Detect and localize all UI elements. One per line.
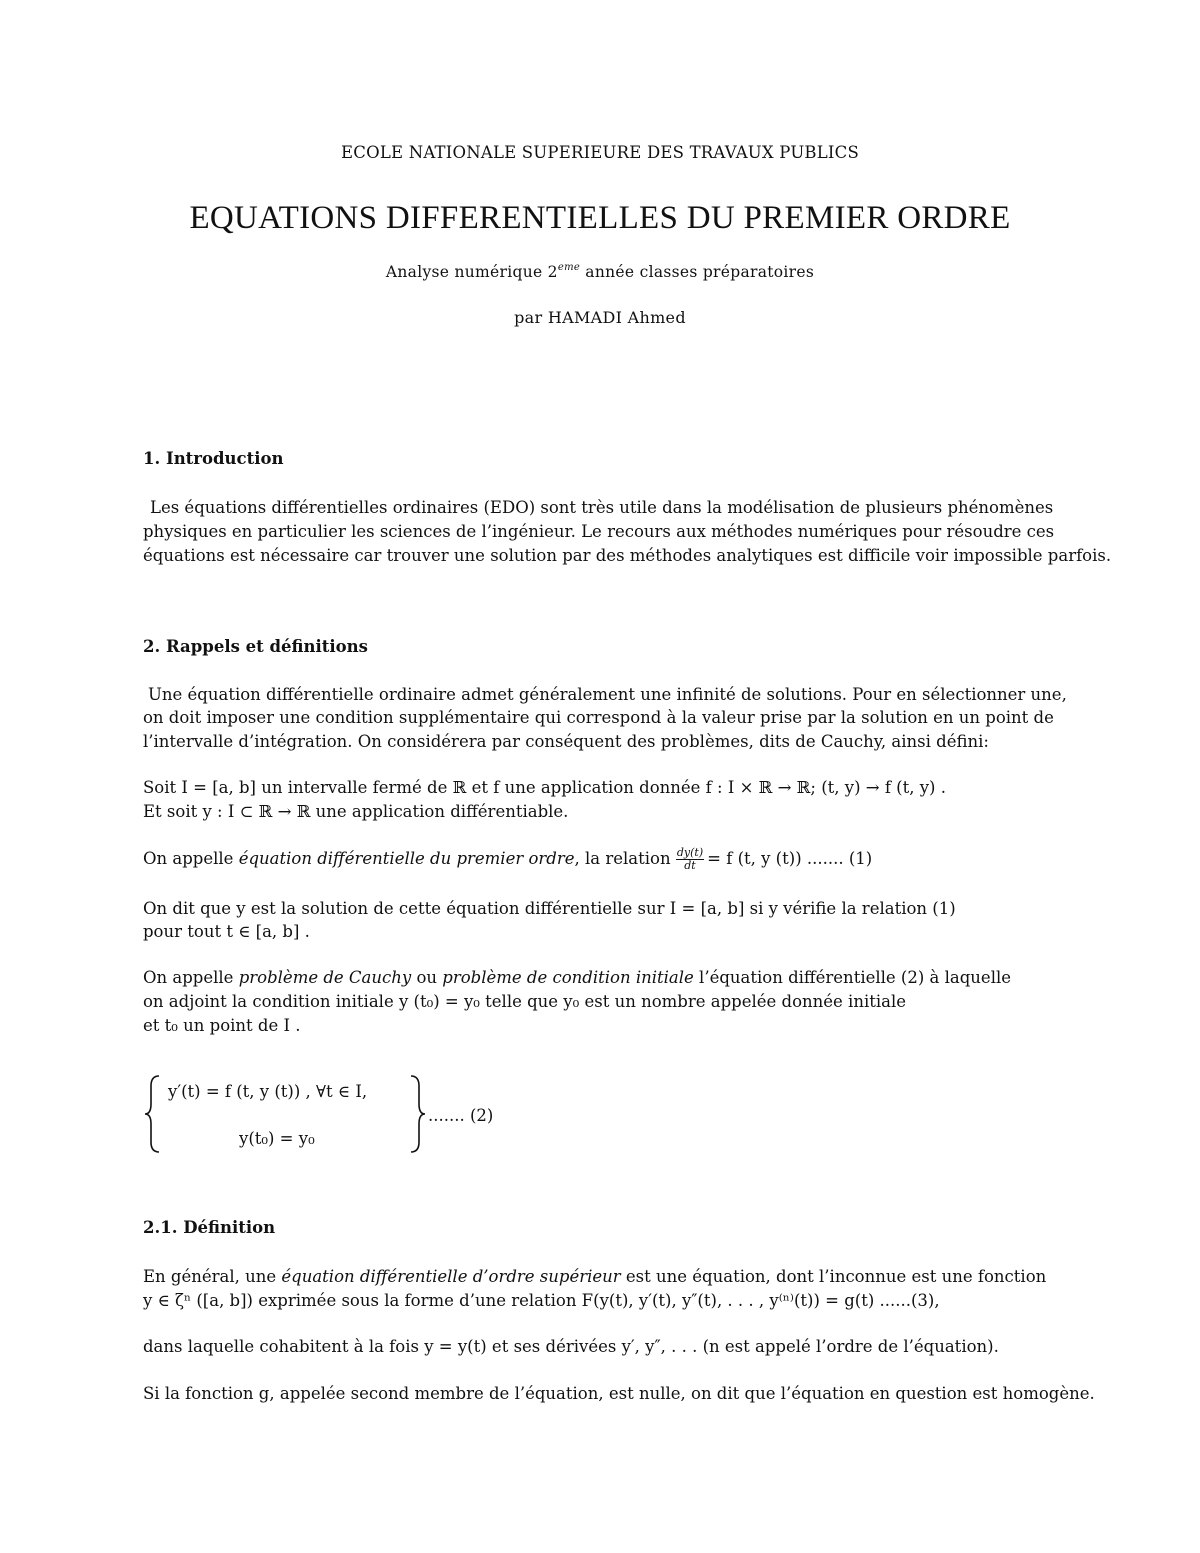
fraction [676, 847, 704, 872]
definition-line: dans laquelle cohabitent à la fois y = y(t) et ses dérivées y′, y″, . . . (n est appelé l’ordre de l’équation). [143, 1337, 999, 1356]
text-span: = f (t, y (t)) ....... (1) [707, 849, 873, 868]
text-span: En général, une [143, 1267, 282, 1286]
solution-line: On dit que y est la solution de cette équation différentielle sur I = [a, b] si y vérifie la relation (1) [143, 899, 956, 918]
text-span: On appelle [143, 849, 239, 868]
subtitle-superscript: eme [557, 262, 581, 273]
definition-line [143, 1265, 1046, 1289]
paragraph-line: équations est nécessaire car trouver une solution par des méthodes analytiques est difficile voir impossible parfois. [143, 546, 1112, 565]
equation-first-order-line [143, 847, 872, 872]
document-subtitle [0, 262, 1200, 281]
cauchy-line: et t₀ un point de I . [143, 1016, 301, 1035]
subtitle-text: Analyse numérique 2 [385, 263, 558, 281]
paragraph-line: Les équations différentielles ordinaires (EDO) sont très utile dans la modélisation de plusieurs phénomènes [150, 498, 1054, 517]
paragraph-line: Une équation différentielle ordinaire admet généralement une infinité de solutions. Pour en sélectionner une, [148, 685, 1067, 704]
school-name: ECOLE NATIONALE SUPERIEURE DES TRAVAUX PUBLICS [341, 143, 859, 162]
system-equation-2: y(t₀) = y₀ [239, 1129, 315, 1148]
definition-et-soit: Et soit y : I ⊂ ℝ → ℝ une application différentiable. [143, 802, 569, 821]
section-heading-introduction: 1. Introduction [143, 449, 284, 468]
italic-term: problème de Cauchy [238, 968, 412, 987]
text-span: l’équation différentielle (2) à laquelle [693, 968, 1012, 987]
italic-term: équation différentielle d’ordre supérieur [281, 1267, 621, 1286]
paragraph-line: l’intervalle d’intégration. On considérera par conséquent des problèmes, dits de Cauchy, ainsi défini: [143, 732, 989, 751]
left-brace [143, 1074, 163, 1154]
author-line: par HAMADI Ahmed [514, 308, 686, 327]
subtitle-text-end: année classes préparatoires [580, 263, 815, 281]
text-span: est une équation, dont l’inconnue est une fonction [620, 1267, 1047, 1286]
cauchy-system [143, 1072, 523, 1157]
definition-line: y ∈ ζⁿ ([a, b]) exprimée sous la forme d’une relation F(y(t), y′(t), y″(t), . . . , y⁽ⁿ⁾(t)) = g(t) ......(3), [143, 1291, 940, 1310]
paragraph-line: on doit imposer une condition supplémentaire qui correspond à la valeur prise par la solution en un point de [143, 708, 1054, 727]
cauchy-line: on adjoint la condition initiale y (t₀) = y₀ telle que y₀ est un nombre appelée donnée initiale [143, 992, 907, 1011]
section-heading-definition: 2.1. Définition [143, 1218, 276, 1237]
right-brace [407, 1074, 427, 1154]
fraction-denominator: dt [684, 859, 696, 872]
system-equation-1: y′(t) = f (t, y (t)) , ∀t ∈ I, [168, 1082, 368, 1101]
italic-term: équation différentielle du premier ordre [238, 849, 575, 868]
fraction-numerator: dy(t) [676, 846, 704, 859]
text-span: ou [411, 968, 443, 987]
definition-line: Si la fonction g, appelée second membre de l’équation, est nulle, on dit que l’équation en question est homogène. [143, 1384, 1095, 1403]
solution-line: pour tout t ∈ [a, b] . [143, 922, 310, 941]
text-span: On appelle [143, 968, 239, 987]
paragraph-line: physiques en particulier les sciences de l’ingénieur. Le recours aux méthodes numériques pour résoudre ces [143, 522, 1055, 541]
text-span: , la relation [574, 849, 676, 868]
document-title: EQUATIONS DIFFERENTIELLES DU PREMIER ORDRE [189, 200, 1011, 236]
definition-soit: Soit I = [a, b] un intervalle fermé de ℝ et f une application donnée f : I × ℝ → ℝ; (t, y) → f (t, y) . [143, 778, 946, 797]
system-label: ....... (2) [428, 1106, 494, 1125]
cauchy-line [143, 966, 1011, 990]
section-heading-rappels: 2. Rappels et définitions [143, 637, 368, 656]
italic-term: problème de condition initiale [442, 968, 694, 987]
